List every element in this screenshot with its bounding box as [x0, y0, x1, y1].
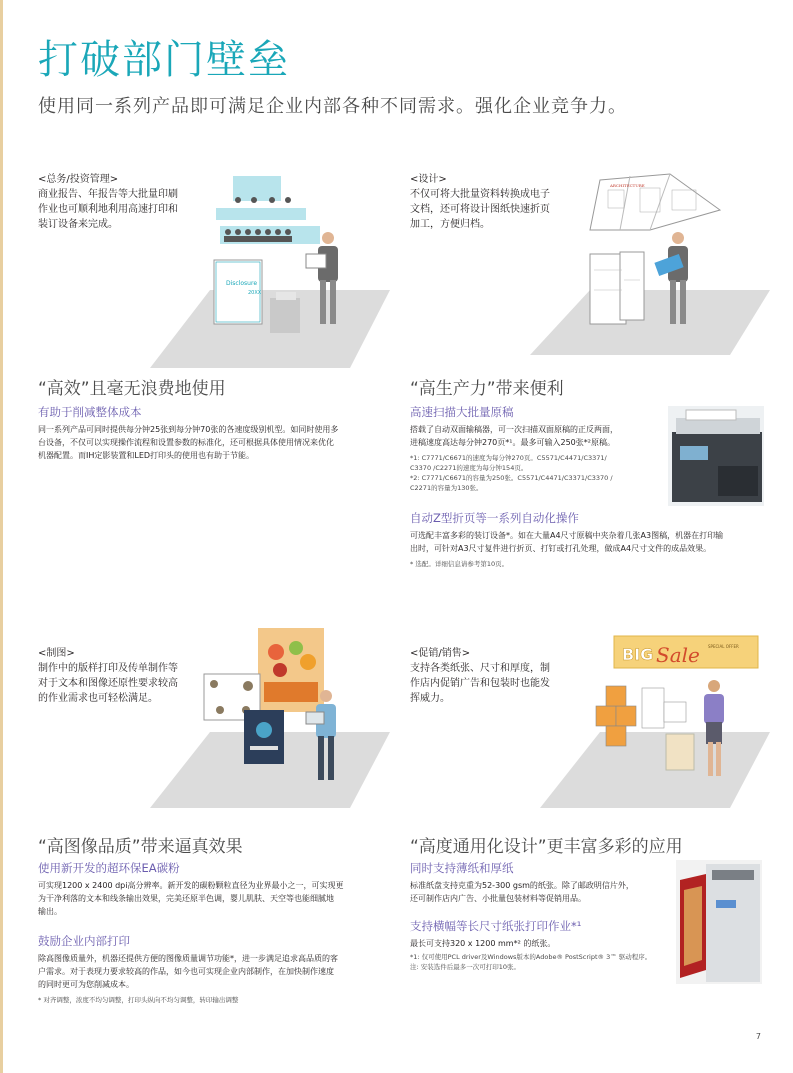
image-quality-heading: “高图像品质”带来逼真效果 — [38, 837, 243, 857]
body-line: 除高图像质量外，机器还提供方便的图像质量调节功能*，进一步满足追求高品质的客 — [38, 954, 338, 963]
page-number: 7 — [755, 1032, 761, 1041]
productivity-subhead-fold: 自动Z型折页等一系列自动化操作 — [410, 511, 579, 525]
printer-body — [706, 864, 760, 982]
productivity-body-scan — [410, 423, 670, 449]
body-line: 户需求。对于表现力要求较高的作品，如今也可实现企业内部制作，在加快制作速度 — [38, 967, 334, 976]
design-line: 文档，还可将设计图纸快速折页 — [410, 204, 550, 215]
efficiency-heading: “高效”且毫无浪费地使用 — [38, 379, 226, 399]
productivity-body-fold — [410, 529, 770, 555]
sign-special-offer: SPECIAL OFFER — [708, 644, 739, 649]
original-stack — [686, 410, 736, 420]
control-panel — [716, 900, 736, 908]
scanner-photo — [668, 406, 764, 506]
versatility-notes-banner — [410, 952, 680, 972]
sign-big: BIG — [622, 645, 654, 664]
image-quality-subhead-toner: 使用新开发的超环保EA碳粉 — [38, 861, 180, 875]
floor-platform — [540, 732, 770, 808]
management-line: 商业报告、年报告等大批量印刷 — [38, 189, 178, 200]
image-quality-note: * 对齐调整，浓度不均匀调整，打印头纵向不均匀调整，转印输出调整 — [38, 996, 239, 1004]
note-line: C3370 /C2271的速度为每分钟154页。 — [410, 464, 528, 472]
die-cut-sheet — [642, 688, 686, 728]
stage — [216, 208, 306, 220]
body-line: 还可制作店内广告、小批量包装材料等促销用品。 — [410, 894, 586, 903]
versatility-body-paper — [410, 879, 670, 905]
page-title: 打破部门壁垒 — [38, 37, 290, 83]
image-quality-body-inhouse — [38, 952, 398, 991]
note-line: 注: 安装选件后最多一次可打印10张。 — [410, 963, 521, 971]
note-line: *2: C7771/C6671的容量为250张。C5571/C4471/C3371/C3370 / — [410, 474, 613, 482]
image-quality-subhead-inhouse: 鼓励企业内部打印 — [38, 934, 130, 948]
plate-line: 的作业需求也可轻松满足。 — [38, 693, 158, 704]
versatility-subhead-paper: 同时支持薄纸和厚纸 — [410, 861, 514, 875]
printer-box — [270, 298, 300, 333]
body-line: 的同时更可为您削减成本。 — [38, 980, 134, 989]
presentation-screen — [233, 176, 281, 201]
body-line: 可选配丰富多彩的装订设备*。如在大量A4尺寸原稿中夹杂着几张A3图稿，机器在打印输 — [410, 531, 724, 540]
page-edge-stripe — [0, 0, 3, 1073]
body-line: 搭载了自动双面输稿器，可一次扫描双面原稿的正反两面， — [410, 425, 618, 434]
plate-tag: <制图> — [38, 648, 75, 659]
efficiency-subhead: 有助于削减整体成本 — [38, 405, 142, 419]
productivity-subhead-scan: 高速扫描大批量原稿 — [410, 405, 514, 419]
person-head — [322, 232, 334, 244]
body-line: 标准纸盘支持克重为52-300 gsm的纸张。除了邮政明信片外， — [410, 881, 634, 890]
sign-sale: Sale — [656, 643, 700, 667]
management-line: 作业也可顺利地利用高速打印和 — [38, 204, 178, 215]
body-line: 为干净利落的文本和线条输出效果，完美还原半色调，婴儿肌肤、天空等也能细腻地 — [38, 894, 334, 903]
body-line: 输出。 — [38, 907, 62, 916]
person-head — [672, 232, 684, 244]
body-line: 出时，可针对A3尺寸复件进行折页、打钉或打孔处理，做成A4尺寸文件的成品效果。 — [410, 544, 712, 553]
productivity-note-fold: * 选配。详细信息请参考第10页。 — [410, 560, 509, 568]
body-line: 机器配置。而IH定影装置和LED打印头的使用也有助于节能。 — [38, 451, 255, 460]
body-line: 可实现1200 x 2400 dpi高分辨率。新开发的碳粉颗粒直径为业界最小之一，可实现更 — [38, 881, 344, 890]
promotion-line: 作店内促销广告和包装时也能发 — [410, 678, 550, 689]
versatility-body-banner — [410, 937, 670, 950]
page-subtitle: 使用同一系列产品即可满足企业内部各种不同需求。强化企业竞争力。 — [38, 96, 627, 117]
management-line: 装订设备来完成。 — [38, 219, 118, 230]
body-line: 台设备，不仅可以实现操作流程和设置参数的标准化，还可根据具体使用情况来优化 — [38, 438, 334, 447]
plate-illustration — [150, 622, 400, 822]
person-body — [704, 694, 724, 724]
document-in-hand — [306, 254, 326, 268]
body-line: 同一系列产品可同时提供每分钟25张到每分钟70张的各速度级别机型。如同时使用多 — [38, 425, 339, 434]
plate-line: 对于文本和图像还原性要求较高 — [38, 678, 178, 689]
note-line: C2271的容量为130张。 — [410, 484, 483, 492]
design-illustration — [520, 170, 780, 370]
note-line: *1: 仅可使用PCL driver及Windows版本的Adobe® PostScript® 3™ 驱动程序。 — [410, 953, 652, 961]
control-panel — [680, 446, 708, 460]
design-line: 加工，方便归档。 — [410, 219, 490, 230]
design-line: 不仅可将大批量资料转换成电子 — [410, 189, 550, 200]
person-head — [708, 680, 720, 692]
body-line: 最长可支持320 x 1200 mm*² 的纸张。 — [410, 939, 556, 948]
laptop — [306, 712, 324, 724]
productivity-heading: “高生产力”带来便利 — [410, 379, 564, 399]
efficiency-body — [38, 423, 398, 462]
promotion-tag: <促销/销售> — [410, 648, 471, 659]
booklet-title: Disclosure — [226, 280, 258, 287]
drawing-label: ARCHITECTURE — [610, 183, 645, 188]
product-box — [666, 734, 694, 770]
plate-line: 制作中的版样打印及传单制作等 — [38, 663, 178, 674]
image-quality-body-toner — [38, 879, 398, 918]
body-line: 进稿速度高达每分钟270页*¹。最多可输入250张*²原稿。 — [410, 438, 615, 447]
productivity-notes-scan — [410, 453, 670, 493]
banner-printer-photo — [676, 860, 762, 984]
versatility-heading: “高度通用化设计”更丰富多彩的应用 — [410, 837, 683, 857]
promotion-line: 支持各类纸张、尺寸和厚度，制 — [410, 663, 550, 674]
design-tag: <设计> — [410, 174, 447, 185]
management-tag: <总务/投资管理> — [38, 174, 119, 185]
person-head — [320, 690, 332, 702]
promotion-line: 挥威力。 — [410, 693, 450, 704]
promotion-illustration — [530, 622, 780, 822]
floor-platform — [530, 290, 770, 355]
note-line: *1: C7771/C6671的速度为每分钟270页。C5571/C4471/C3371/ — [410, 454, 607, 462]
versatility-subhead-banner: 支持横幅等长尺寸纸张打印作业*¹ — [410, 919, 582, 933]
management-illustration — [150, 170, 400, 370]
booklet-year: 20XX — [248, 290, 262, 296]
